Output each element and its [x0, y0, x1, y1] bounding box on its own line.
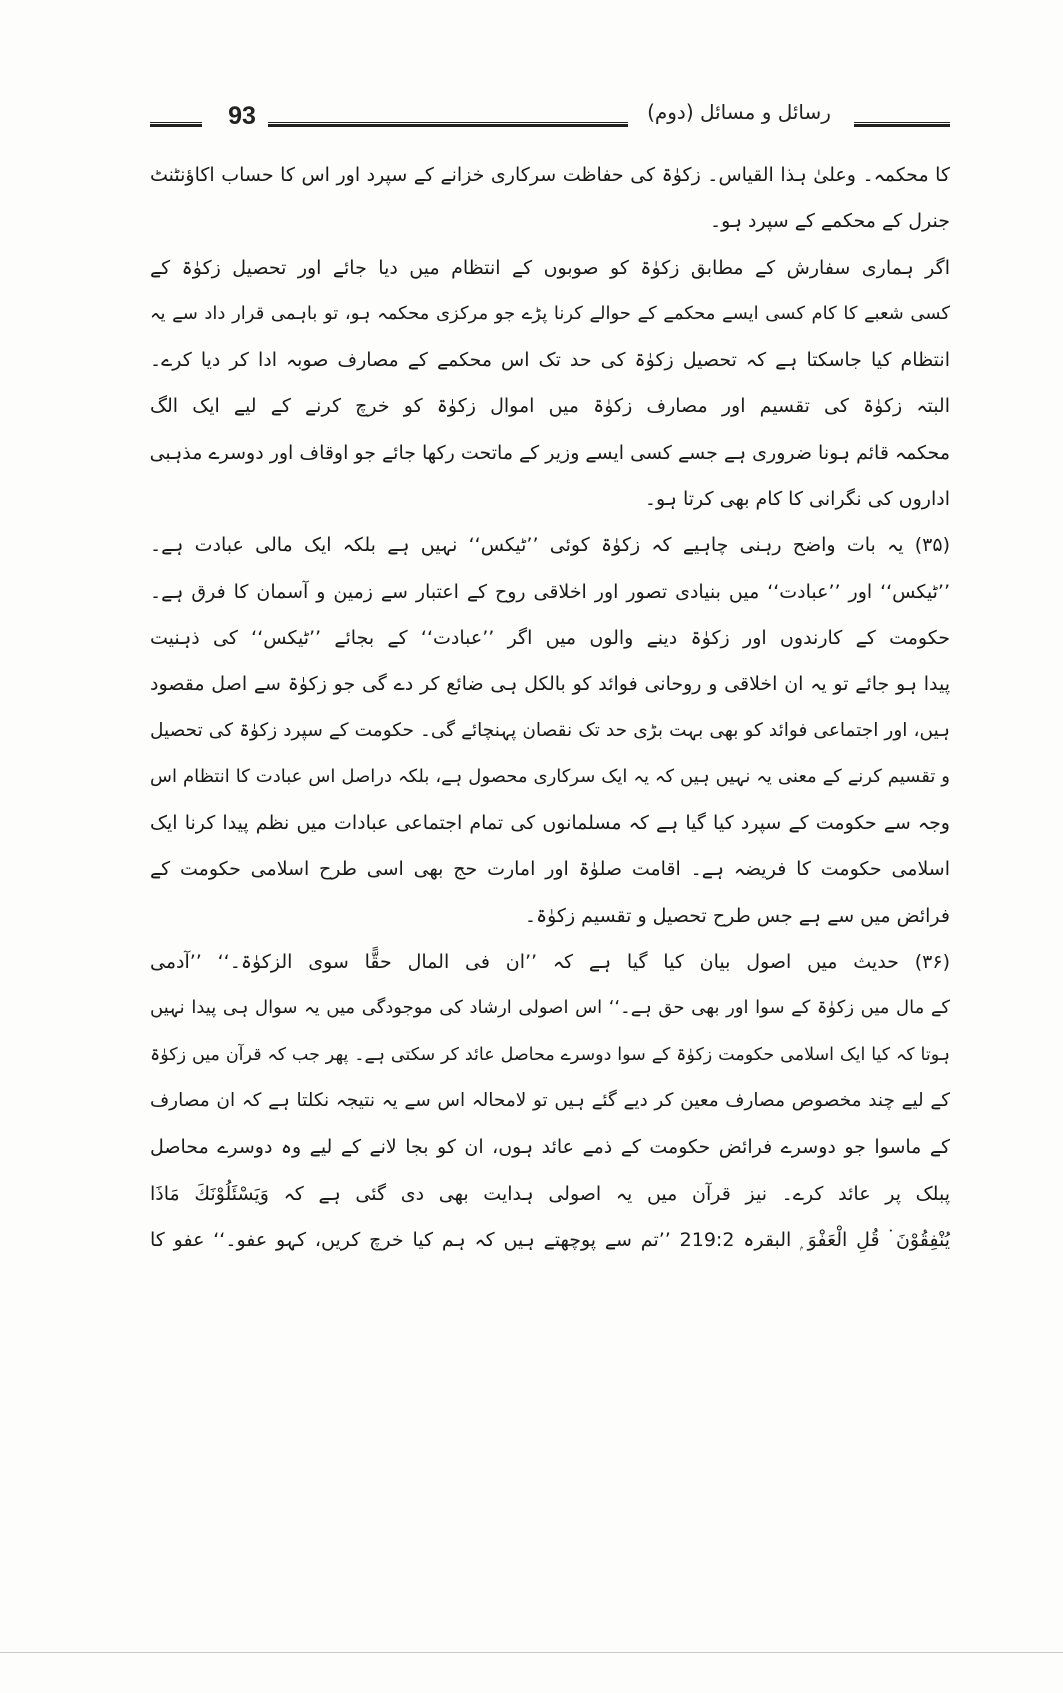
text-line: پیدا ہو جائے تو یہ ان اخلاقی و روحانی فوائد کو بالکل ہی ضائع کر دے گی جو زکوٰۃ سے اصل مقصود	[150, 673, 950, 696]
page-number: 93	[228, 102, 256, 130]
text-line: انتظام کیا جاسکتا ہے کہ تحصیل زکوٰۃ کی حد تک اس محکمے کے مصارف صوبہ ادا کر دیا کرے۔	[150, 349, 950, 372]
text-line: و تقسیم کرنے کے معنی یہ نہیں ہیں کہ یہ ایک سرکاری محصول ہے، بلکہ دراصل اس عبادت کا انتظام اس	[150, 765, 950, 787]
text-line: ’’ٹیکس‘‘ اور ’’عبادت‘‘ میں بنیادی تصور اور اخلاقی روح کے اعتبار سے زمین و آسمان کا فرق ہے۔	[150, 580, 950, 603]
header-rule-middle	[268, 122, 628, 127]
text-line: محکمہ قائم ہونا ضروری ہے جسے کسی ایسے وزیر کے ماتحت رکھا جائے جو اوقاف اور دوسرے مذہبی	[150, 441, 950, 464]
text-line: حکومت کے کارندوں اور زکوٰۃ دینے والوں میں اگر ’’عبادت‘‘ کے بجائے ’’ٹیکس‘‘ کی ذہنیت	[150, 626, 950, 649]
text-line: کسی شعبے کا کام کسی ایسے محکمے کے حوالے کرنا پڑے جو مرکزی محکمہ ہو، تو باہمی قرار داد سے یہ	[150, 302, 950, 324]
text-line: اگر ہماری سفارش کے مطابق زکوٰۃ کو صوبوں کے انتظام میں دیا جائے اور تحصیل زکوٰۃ کے	[150, 256, 950, 279]
page-header	[150, 100, 950, 140]
text-line: کا محکمہ۔ وعلیٰ ہذا القیاس۔ زکوٰۃ کی حفاظت سرکاری خزانے کے سپرد اور اس کا حساب اکاؤنٹنٹ	[150, 164, 950, 186]
header-rule-right	[854, 122, 950, 127]
text-line: جنرل کے محکمے کے سپرد ہو۔	[709, 210, 950, 233]
text-line: (۳۵) یہ بات واضح رہنی چاہیے کہ زکوٰۃ کوئی ’’ٹیکس‘‘ نہیں ہے بلکہ ایک مالی عبادت ہے۔	[150, 534, 950, 557]
text-line: البتہ زکوٰۃ کی تقسیم اور مصارف زکوٰۃ میں اموال زکوٰۃ کو خرچ کرنے کے لیے ایک الگ	[150, 395, 950, 418]
text-line: کے مال میں زکوٰۃ کے سوا اور بھی حق ہے۔‘‘ اس اصولی ارشاد کی موجودگی میں یہ سوال ہی پیدا نہیں	[150, 997, 950, 1019]
text-line: اداروں کی نگرانی کا کام بھی کرتا ہو۔	[644, 488, 950, 511]
book-title: رسائل و مسائل (دوم)	[647, 100, 831, 124]
body-text	[150, 152, 950, 1263]
text-line: وجہ سے حکومت کے سپرد کیا گیا ہے کہ مسلمانوں کی تمام اجتماعی عبادات میں نظم پیدا کرنا ایک	[150, 812, 950, 835]
text-line: پبلک پر عائد کرے۔ نیز قرآن میں یہ اصولی ہدایت بھی دی گئی ہے کہ وَیَسْئَلُوْنَكَ مَاذَا	[150, 1182, 950, 1205]
text-line: یُنْفِقُوْنَ ۬ قُلِ الْعَفْوَ ۭ البقرہ 219:2 ’’تم سے پوچھتے ہیں کہ ہم کیا خرچ کریں، کہو عفو۔‘‘ عفو کا	[150, 1228, 950, 1251]
text-line: ہیں، اور اجتماعی فوائد کو بھی بہت بڑی حد تک نقصان پہنچائے گی۔ حکومت کے سپرد زکوٰۃ کی تحصیل	[150, 719, 950, 741]
text-line: ہوتا کہ کیا ایک اسلامی حکومت زکوٰۃ کے سوا دوسرے محاصل عائد کر سکتی ہے۔ پھر جب کہ قرآن میں زکوٰۃ	[150, 1044, 950, 1065]
text-line: اسلامی حکومت کا فریضہ ہے۔ اقامت صلوٰۃ اور امارت حج بھی اسی طرح اسلامی حکومت کے	[150, 858, 950, 881]
header-rule-left	[150, 122, 202, 127]
text-line: (۳۶) حدیث میں اصول بیان کیا گیا ہے کہ ’’ان فی المال حقًّا سوی الزکوٰۃ۔‘‘ ’’آدمی	[150, 951, 950, 974]
text-line: فرائض میں سے ہے جس طرح تحصیل و تقسیم زکوٰۃ۔	[524, 904, 950, 927]
text-line: کے ماسوا جو دوسرے فرائض حکومت کے ذمے عائد ہوں، ان کو بجا لانے کے لیے وہ دوسرے محاصل	[150, 1136, 950, 1159]
text-line: کے لیے چند مخصوص مصارف معین کر دیے گئے ہیں تو لامحالہ اس سے یہ نتیجہ نکلتا ہے کہ ان مصارف	[150, 1089, 950, 1111]
scan-edge-divider	[0, 1652, 1063, 1653]
